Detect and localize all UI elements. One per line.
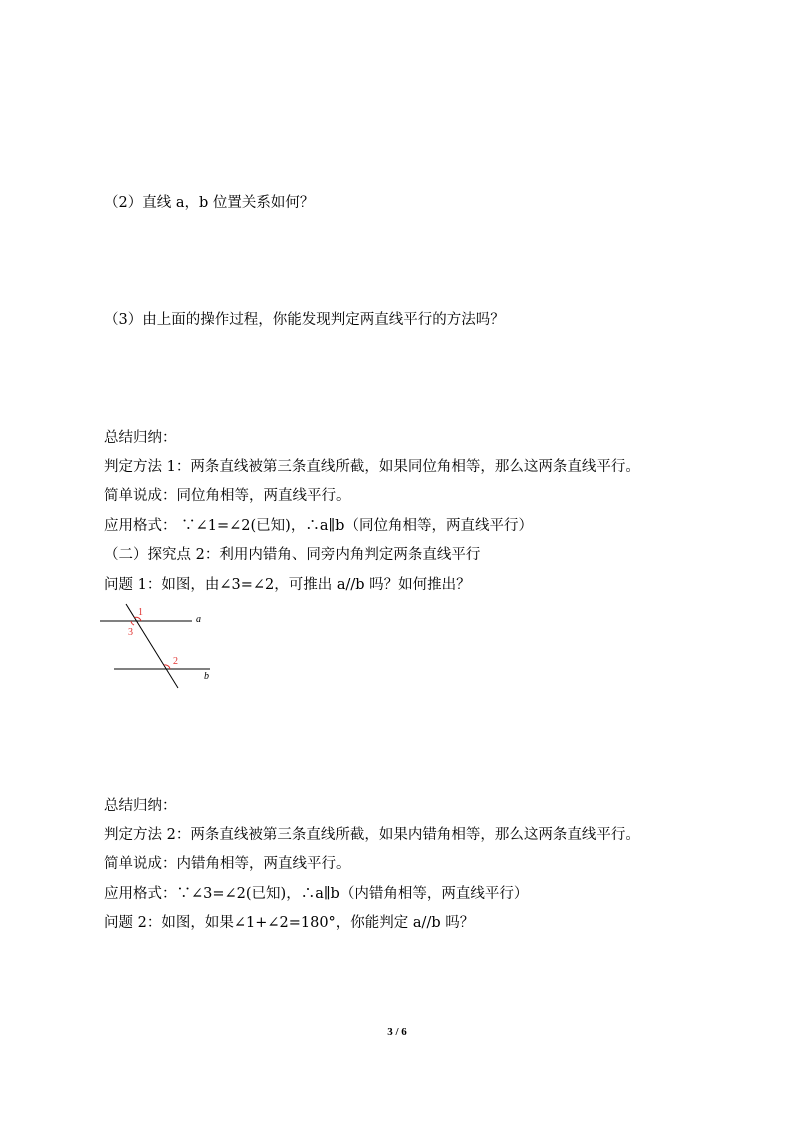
line-label-a: a: [196, 614, 201, 625]
angle-label-1: 1: [138, 607, 143, 618]
method-1: 判定方法 1：两条直线被第三条直线所截，如果同位角相等，那么这两条直线平行。: [104, 459, 640, 475]
question-3: （3）由上面的操作过程，你能发现判定两直线平行的方法吗？: [104, 312, 505, 328]
simple-statement-1: 简单说成：同位角相等，两直线平行。: [104, 488, 351, 504]
problem-2: 问题 2：如图，如果∠1+∠2=180°，你能判定 a//b 吗？: [104, 915, 475, 931]
simple-statement-2: 简单说成：内错角相等，两直线平行。: [104, 856, 351, 872]
section-heading-2: （二）探究点 2：利用内错角、同旁内角判定两条直线平行: [104, 547, 481, 563]
angle-label-3: 3: [128, 627, 133, 638]
application-format-2: 应用格式：∵∠3=∠2(已知)，∴a∥b（内错角相等，两直线平行）: [104, 886, 529, 902]
page-number: 3 / 6: [387, 1026, 407, 1038]
parallel-lines-figure: [100, 600, 216, 692]
transversal-line: [126, 604, 178, 688]
angle-3-arc: [131, 621, 134, 625]
transversal-diagram: [100, 600, 216, 692]
line-label-b: b: [204, 671, 209, 682]
summary-title-1: 总结归纳：: [104, 430, 177, 446]
summary-title-2: 总结归纳：: [104, 798, 177, 814]
question-2: （2）直线 a，b 位置关系如何？: [104, 195, 315, 211]
angle-label-2: 2: [173, 656, 178, 667]
method-2: 判定方法 2：两条直线被第三条直线所截，如果内错角相等，那么这两条直线平行。: [104, 827, 640, 843]
application-format-1: 应用格式： ∵∠1=∠2(已知)，∴a∥b（同位角相等，两直线平行）: [104, 518, 533, 534]
problem-1: 问题 1：如图，由∠3=∠2，可推出 a//b 吗？如何推出？: [104, 577, 471, 593]
